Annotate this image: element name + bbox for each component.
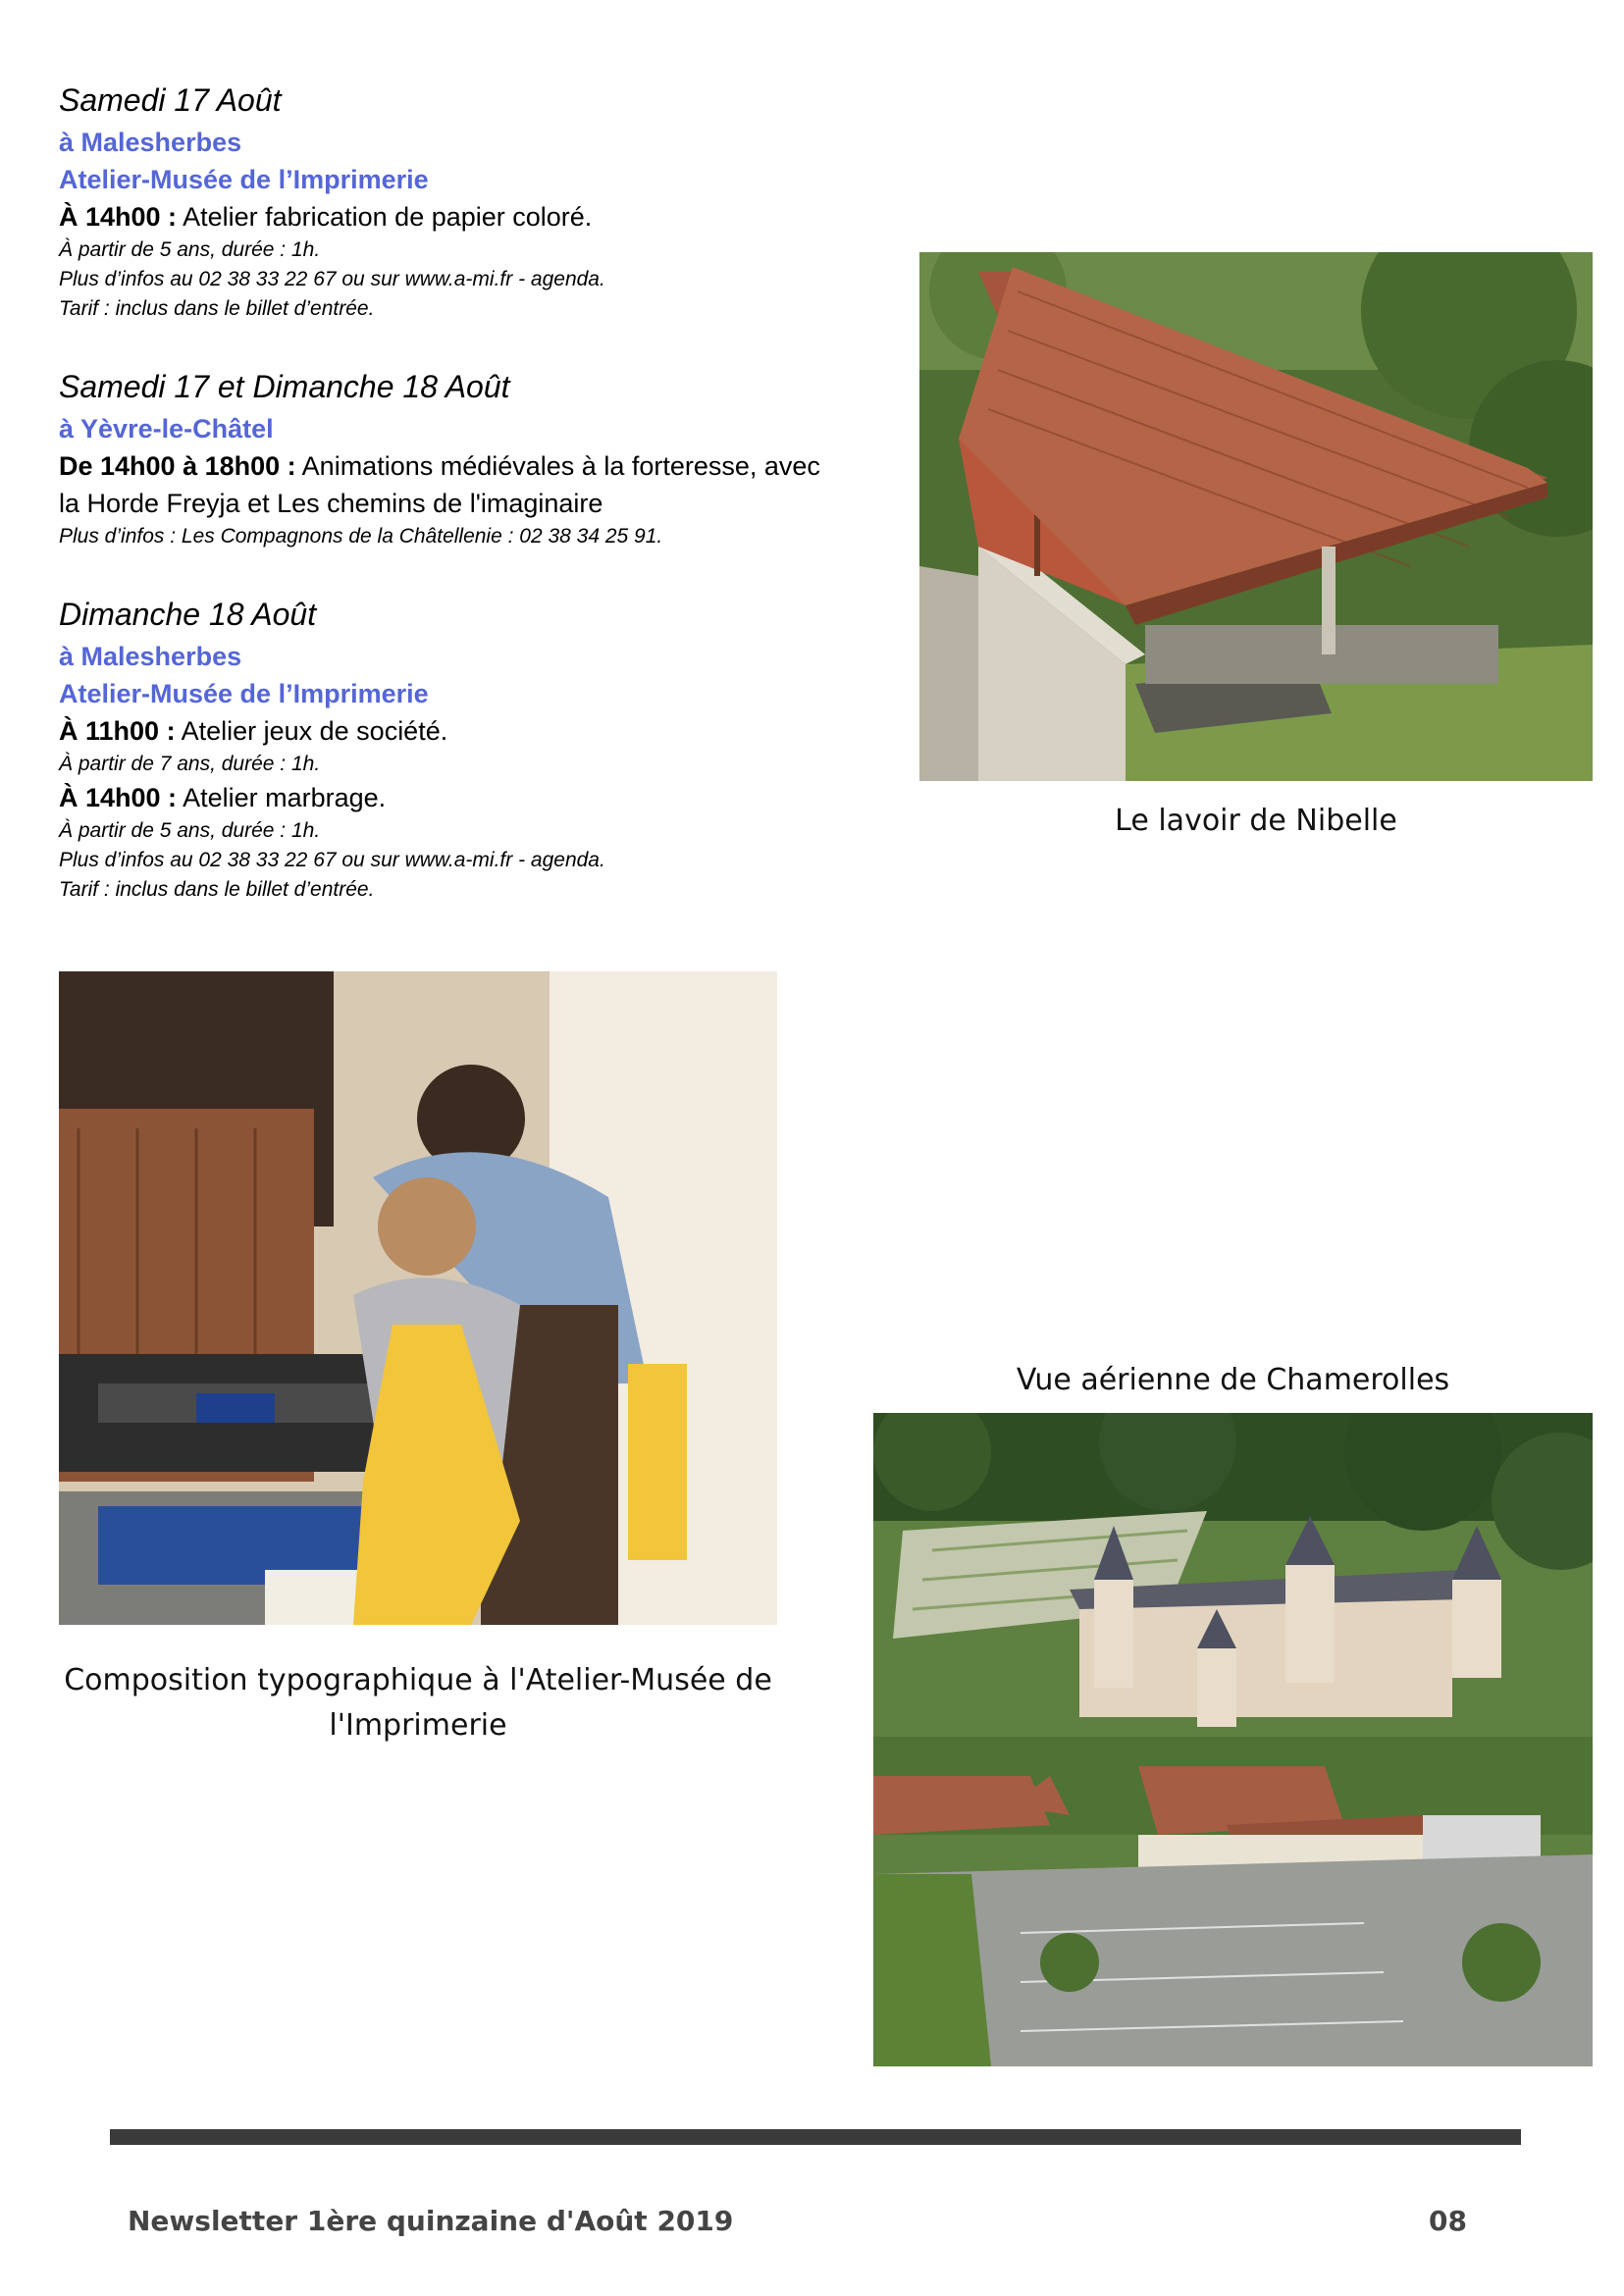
event-note: Tarif : inclus dans le billet d’entrée. xyxy=(59,878,375,901)
event-item xyxy=(59,447,873,485)
event-time: À 14h00 : xyxy=(59,202,178,232)
event-place: à Yèvre-le-Châtel xyxy=(59,414,274,444)
event-item xyxy=(59,198,873,235)
event-time: À 14h00 : xyxy=(59,783,178,812)
event-note: Tarif : inclus dans le billet d’entrée. xyxy=(59,297,375,320)
event-activity: Atelier jeux de société. xyxy=(175,716,448,746)
event-activity: Animations médiévales à la forteresse, avec xyxy=(295,451,820,481)
event-activity: Atelier marbrage. xyxy=(177,783,387,812)
lavoir-caption: Le lavoir de Nibelle xyxy=(1115,804,1397,838)
event-item xyxy=(59,779,873,816)
event-activity: Atelier fabrication de papier coloré. xyxy=(177,202,593,232)
event-venue: Atelier-Musée de l’Imprimerie xyxy=(59,679,429,708)
event-activity-continued: la Horde Freyja et Les chemins de l'imaginaire xyxy=(59,489,603,518)
event-date: Dimanche 18 Août xyxy=(59,597,317,632)
event-note: Plus d’infos au 02 38 33 22 67 ou sur www.a-mi.fr - agenda. xyxy=(59,849,605,871)
event-place: à Malesherbes xyxy=(59,642,242,671)
event-note: Plus d’infos au 02 38 33 22 67 ou sur www.a-mi.fr - agenda. xyxy=(59,268,605,290)
events-column xyxy=(59,77,873,944)
page-number: 08 xyxy=(1429,2205,1467,2237)
event-time: De 14h00 à 18h00 : xyxy=(59,451,296,481)
event-1 xyxy=(59,77,873,324)
event-2 xyxy=(59,363,873,551)
event-date: Samedi 17 et Dimanche 18 Août xyxy=(59,369,510,404)
atelier-caption-line1: Composition typographique à l'Atelier-Musée de xyxy=(64,1663,772,1697)
atelier-photo xyxy=(59,971,777,1625)
chamerolles-caption: Vue aérienne de Chamerolles xyxy=(1016,1363,1450,1397)
footer-divider xyxy=(110,2129,1521,2145)
chamerolles-photo xyxy=(873,1413,1593,2066)
lavoir-photo xyxy=(919,252,1593,781)
event-time: À 11h00 : xyxy=(59,716,176,746)
footer-title: Newsletter 1ère quinzaine d'Août 2019 xyxy=(128,2205,734,2237)
event-note: À partir de 7 ans, durée : 1h. xyxy=(59,753,321,775)
event-date: Samedi 17 Août xyxy=(59,82,282,118)
atelier-caption-line2: l'Imprimerie xyxy=(329,1708,507,1743)
event-note: Plus d’infos : Les Compagnons de la Châtellenie : 02 38 34 25 91. xyxy=(59,525,663,548)
event-3 xyxy=(59,591,873,905)
event-item xyxy=(59,712,873,750)
atelier-caption xyxy=(59,1658,777,1748)
event-note: À partir de 5 ans, durée : 1h. xyxy=(59,238,321,261)
event-note: À partir de 5 ans, durée : 1h. xyxy=(59,819,321,842)
event-place: à Malesherbes xyxy=(59,128,242,157)
event-venue: Atelier-Musée de l’Imprimerie xyxy=(59,165,429,194)
